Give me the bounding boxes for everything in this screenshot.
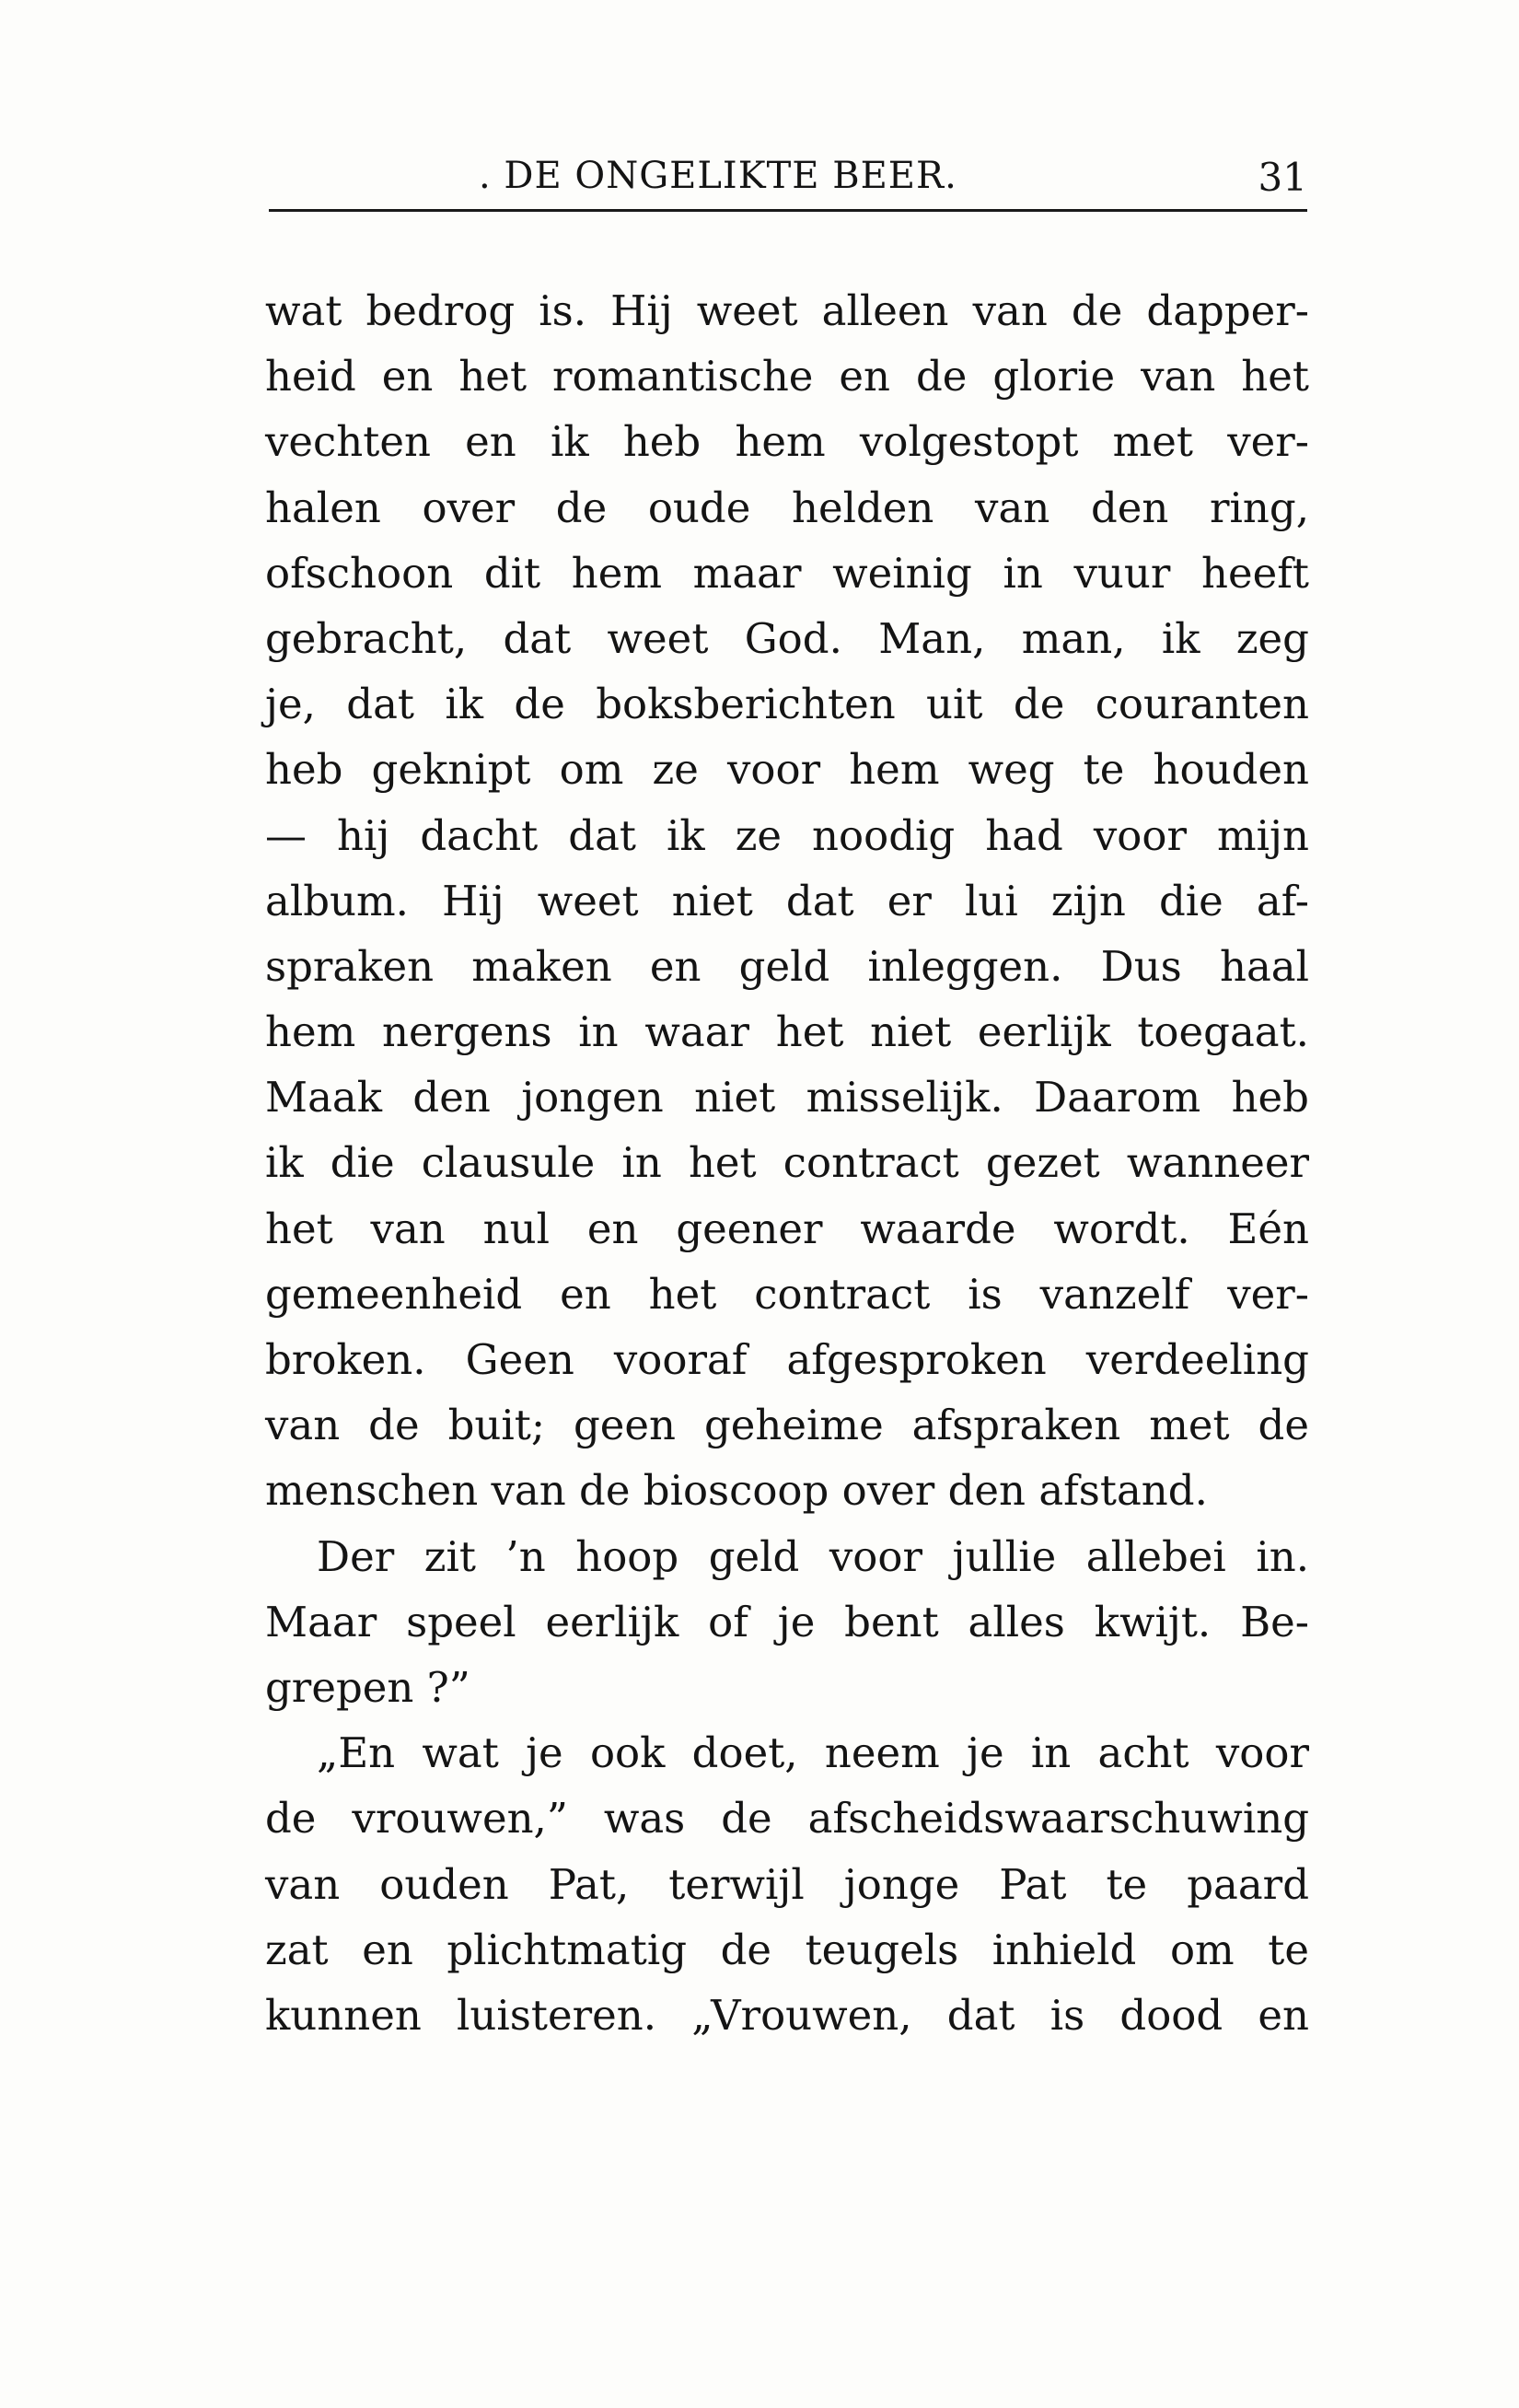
text-line: spraken maken en geld inleggen. Dus haal [265,941,1309,991]
text-line: „En wat je ook doet, neem je in acht voor [317,1728,1309,1778]
text-line: de vrouwen,” was de afscheidswaarschuwing [265,1794,1309,1844]
text-line: gebracht, dat weet God. Man, man, ik zeg [265,613,1309,663]
text-line: heid en het romantische en de glorie van het [265,352,1309,401]
text-line: vechten en ik heb hem volgestopt met ver- [265,417,1309,467]
text-line: hem nergens in waar het niet eerlijk toegaat. [265,1007,1309,1057]
text-line: ofschoon dit hem maar weinig in vuur heeft [265,548,1309,598]
running-head [267,147,1307,203]
text-line: van de buit; geen geheime afspraken met de [265,1401,1309,1450]
header-rule [269,209,1307,212]
text-line: broken. Geen vooraf afgesproken verdeeling [265,1335,1309,1384]
text-line: kunnen luisteren. „Vrouwen, dat is dood en [265,1990,1309,2040]
text-line: grepen ?” [265,1662,470,1712]
text-line: zat en plichtmatig de teugels inhield om te [265,1925,1309,1974]
text-line: wat bedrog is. Hij weet alleen van de dapper- [265,286,1309,335]
text-line: — hij dacht dat ik ze noodig had voor mijn [265,810,1309,860]
body-text [265,278,1309,2048]
text-line: Maak den jongen niet misselijk. Daarom heb [265,1073,1309,1123]
text-line: heb geknipt om ze voor hem weg te houden [265,745,1309,795]
text-line: Der zit ’n hoop geld voor jullie allebei in. [317,1531,1309,1581]
text-line: je, dat ik de boksberichten uit de couranten [265,680,1309,729]
page-number: 31 [1258,155,1307,200]
text-line: ik die clausule in het contract gezet wanneer [265,1138,1309,1188]
text-line: album. Hij weet niet dat er lui zijn die af- [265,876,1309,925]
text-line: het van nul en geener waarde wordt. Eén [265,1204,1309,1253]
text-line: Maar speel eerlijk of je bent alles kwijt. Be- [265,1597,1309,1646]
text-line: gemeenheid en het contract is vanzelf ver- [265,1269,1309,1319]
text-line: halen over de oude helden van den ring, [265,483,1309,532]
text-line: van ouden Pat, terwijl jonge Pat te paard [265,1859,1309,1909]
text-line: menschen van de bioscoop over den afstand. [265,1466,1208,1516]
running-title: . DE ONGELIKTE BEER. [479,155,957,197]
